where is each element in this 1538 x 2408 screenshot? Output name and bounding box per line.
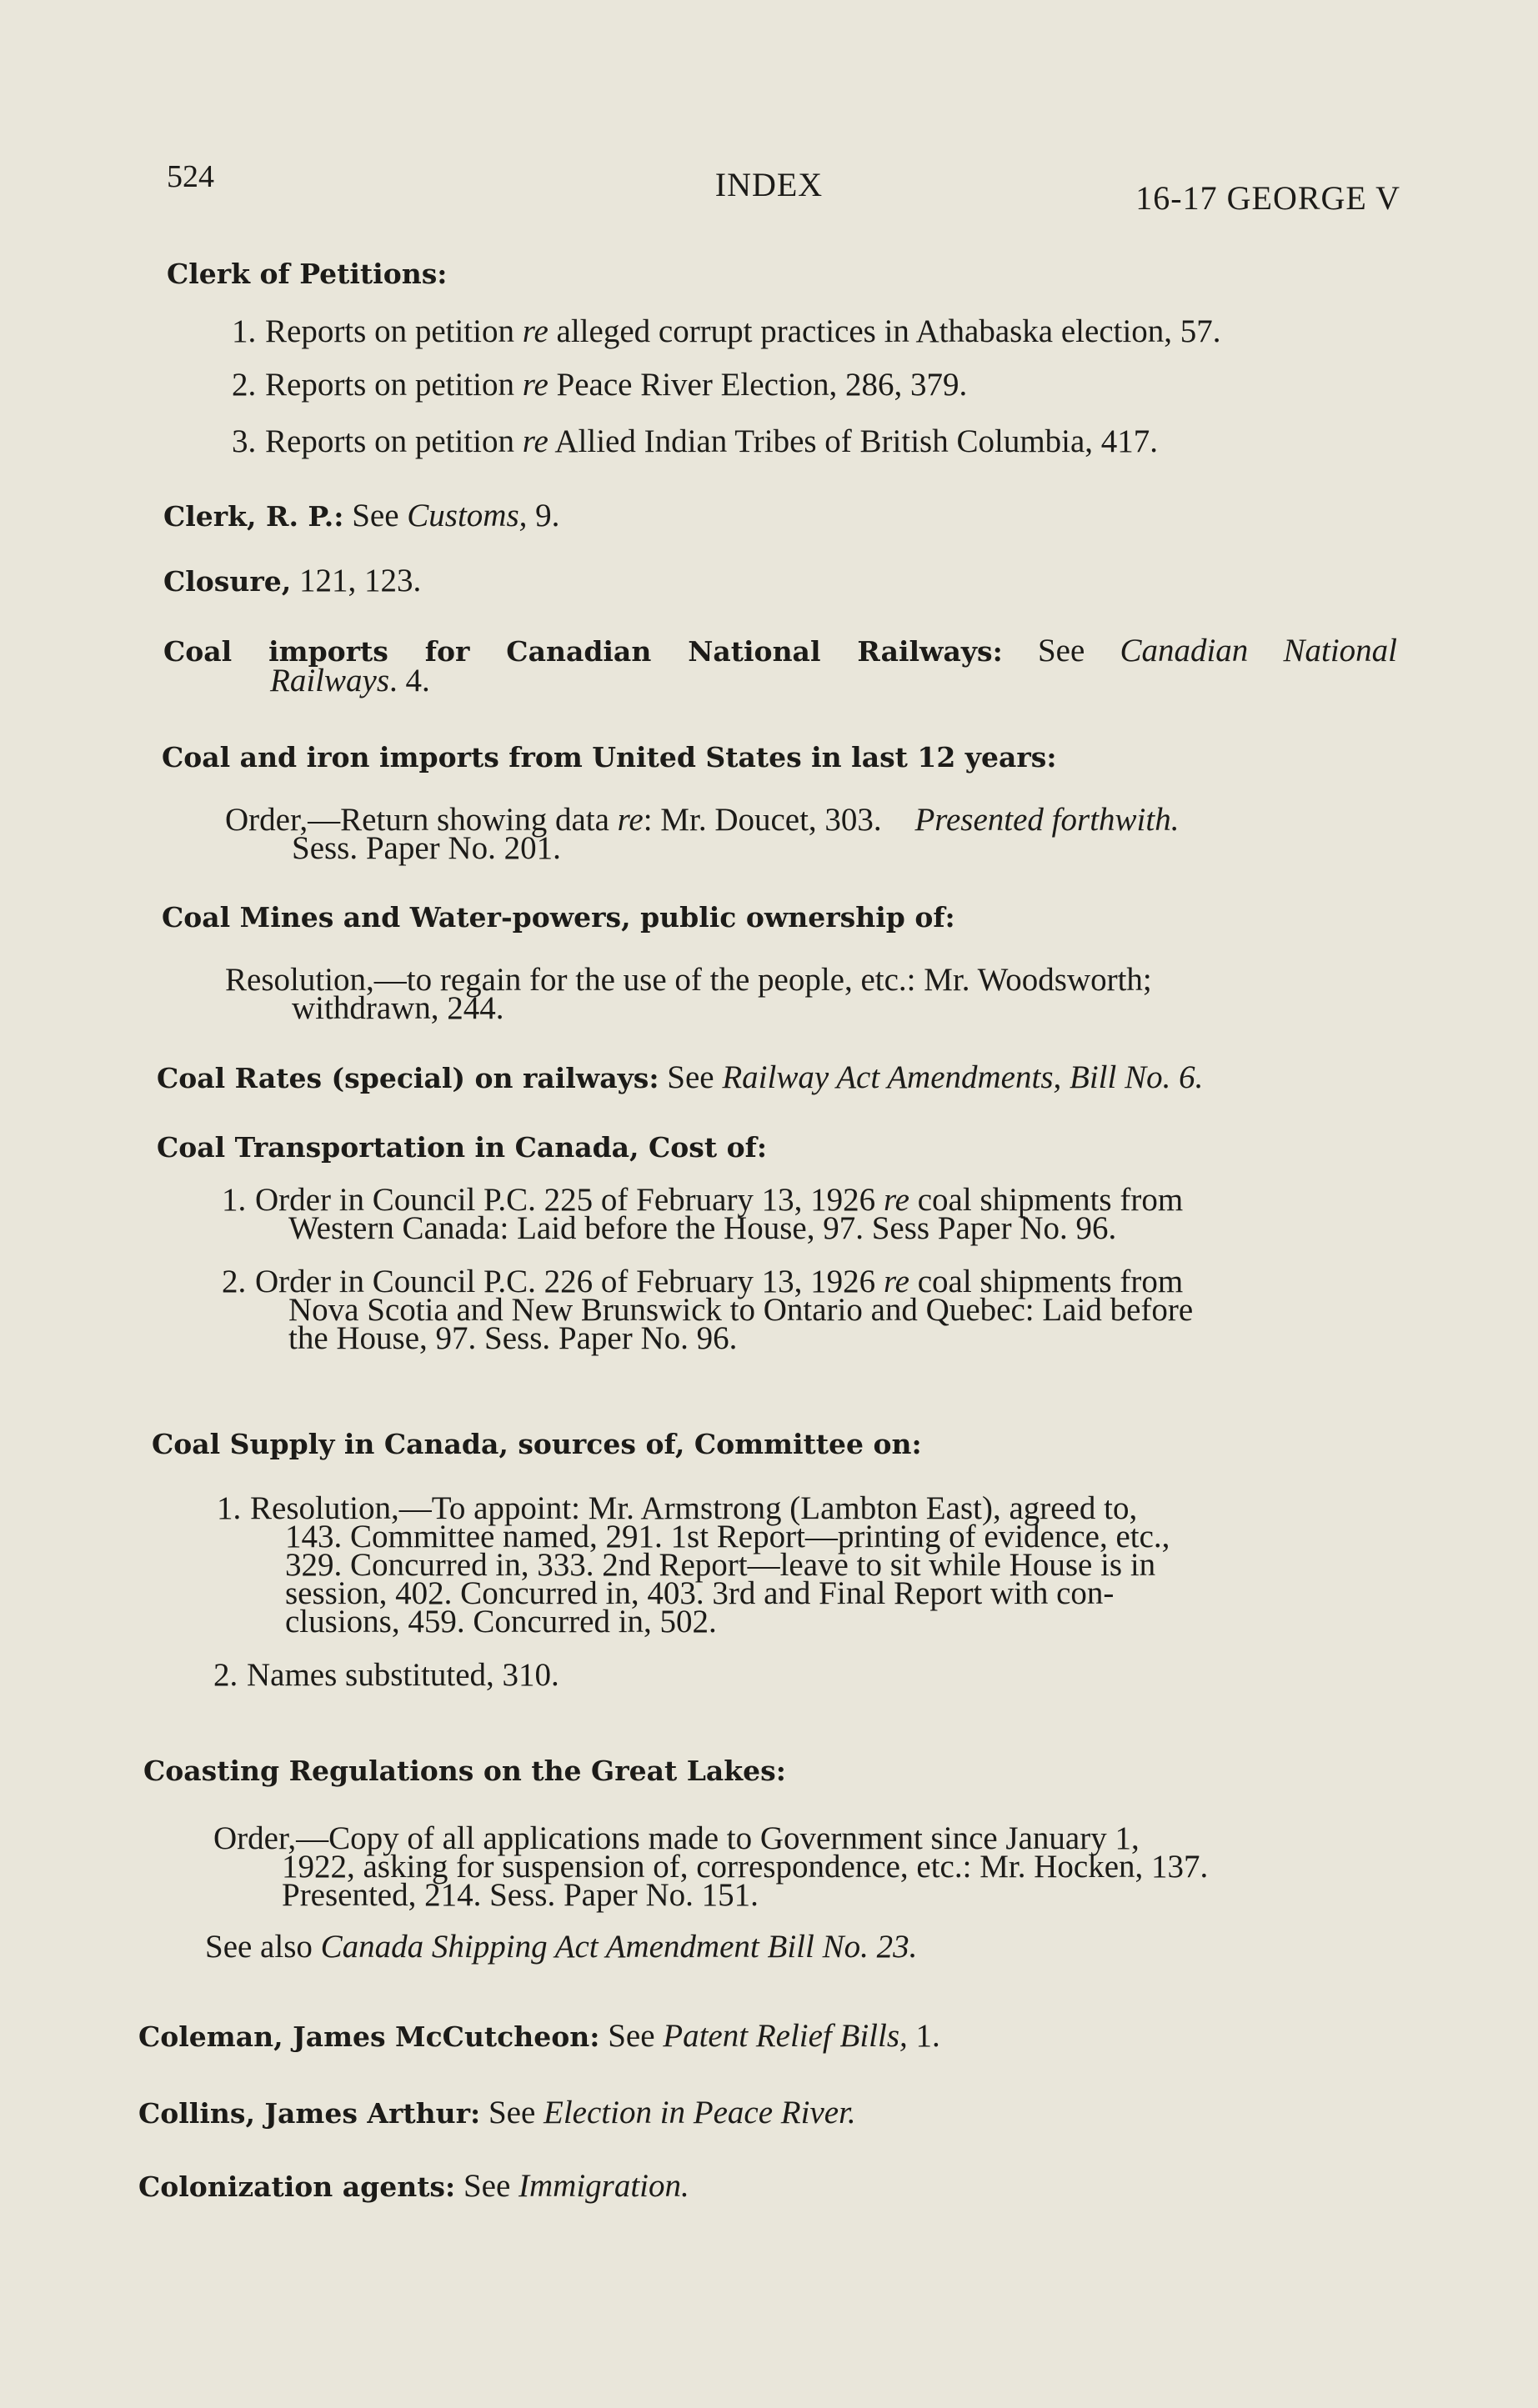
entry-heading: Clerk, R. P.:: [163, 500, 344, 533]
order-line: Presented, 214. Sess. Paper No. 151.: [282, 1877, 759, 1913]
entry-clerk-rp: [163, 498, 1538, 534]
order-line: 1922, asking for suspension of, correspondence, etc.: Mr. Hocken, 137.: [282, 1849, 1209, 1885]
cross-reference: Election in Peace River.: [544, 2095, 856, 2130]
item-line: 329. Concurred in, 333. 2nd Report—leave to sit while House is in: [285, 1547, 1156, 1583]
item-text-rest: coal shipments from: [909, 1182, 1184, 1218]
page-title: INDEX: [714, 166, 824, 203]
item-text-rest: Peace River Election, 286, 379.: [548, 367, 968, 403]
order-text: Order,—Return showing data: [225, 802, 618, 838]
cross-reference: Canadian National: [1120, 633, 1398, 668]
cross-reference: Immigration.: [519, 2168, 689, 2204]
cross-reference: Customs,: [407, 498, 528, 533]
list-item-line-2: Western Canada: Laid before the House, 97. Sess Paper No. 96.: [288, 1210, 1117, 1246]
order-text-rest: : Mr. Doucet, 303.: [643, 802, 890, 838]
entry-heading: Coal and iron imports from United States in last 12 years:: [162, 741, 1057, 773]
item-re: re: [522, 367, 549, 403]
cross-reference-cont: Railways: [270, 663, 389, 698]
entry-clerk-of-petitions: [0, 257, 1538, 458]
page-header: [0, 158, 1538, 217]
entry-coal-transportation: [157, 1130, 1538, 1355]
list-item: [232, 315, 1538, 348]
cross-reference: Patent Relief Bills,: [663, 2018, 908, 2054]
item-text: Order in Council P.C. 226 of February 13, 1926: [255, 1264, 884, 1299]
entry-coasting-regulations: [143, 1754, 1538, 1964]
see-text: See: [1002, 633, 1120, 668]
item-number: 3.: [232, 423, 257, 459]
entry-heading: Coal Rates (special) on railways:: [157, 1062, 659, 1094]
entry-heading: Coleman, James McCutcheon:: [138, 2020, 600, 2053]
entry-heading: Coal Transportation in Canada, Cost of:: [157, 1131, 767, 1164]
item-line: session, 402. Concurred in, 403. 3rd and Final Report with con-: [285, 1575, 1115, 1611]
item-re: re: [522, 313, 549, 349]
list-item-line-2: Nova Scotia and New Brunswick to Ontario and Quebec: Laid before: [288, 1292, 1194, 1328]
entry-heading: Coal Supply in Canada, sources of, Committee on:: [152, 1428, 922, 1460]
entry-heading: Collins, James Arthur:: [138, 2097, 481, 2130]
entry-coal-imports: [163, 633, 1397, 698]
see-also-line: [205, 1930, 1538, 1964]
page-refs: 121, 123.: [291, 563, 422, 598]
reference-number: . 4.: [389, 663, 430, 698]
entry-coleman: [138, 2019, 1538, 2055]
item-re: re: [522, 423, 549, 459]
item-text: Reports on petition: [265, 367, 523, 403]
entry-heading: Coal Mines and Water-powers, public ownership of:: [162, 901, 955, 934]
reference-number: 9.: [527, 498, 560, 533]
cross-reference: Canada Shipping Act Amendment Bill No. 23.: [320, 1929, 918, 1965]
entry-heading: Clerk of Petitions:: [167, 258, 448, 290]
entry-heading: Colonization agents:: [138, 2170, 456, 2203]
presented-note: Presented forthwith.: [914, 802, 1180, 838]
item-text-rest: Allied Indian Tribes of British Columbia, 417.: [548, 423, 1159, 459]
item-text-rest: coal shipments from: [909, 1264, 1184, 1299]
entry-coal-rates: [157, 1060, 1538, 1096]
item-text: Reports on petition: [265, 423, 523, 459]
item-number: 1.: [232, 313, 257, 349]
resolution-line-2: withdrawn, 244.: [292, 990, 504, 1026]
item-line: clusions, 459. Concurred in, 502.: [285, 1604, 717, 1640]
item-text-rest: alleged corrupt practices in Athabaska election, 57.: [548, 313, 1221, 349]
item-line: 143. Committee named, 291. 1st Report—printing of evidence, etc.,: [285, 1519, 1170, 1554]
see-text: See: [343, 498, 408, 533]
list-item-line-3: the House, 97. Sess. Paper No. 96.: [288, 1320, 738, 1356]
item-text: Resolution,—To appoint: Mr. Armstrong (Lambton East), agreed to,: [250, 1490, 1138, 1526]
order-line: Order,—Copy of all applications made to Government since January 1,: [213, 1820, 1140, 1856]
entry-heading: Closure,: [163, 565, 292, 598]
entry-coal-supply: [152, 1427, 1538, 1692]
see-also-text: See also: [205, 1929, 321, 1965]
reference-number: 1.: [907, 2018, 940, 2054]
item-text: Order in Council P.C. 225 of February 13, 1926: [255, 1182, 884, 1218]
entry-coal-mines: [162, 900, 1538, 1025]
list-item: 1. Resolution,—To appoint: Mr. Armstrong (Lambton East), agreed to,: [217, 1490, 1138, 1526]
item-number: 2.: [232, 367, 257, 403]
cross-reference: Railway Act Amendments, Bill No. 6.: [722, 1059, 1204, 1095]
entry-coal-iron-imports: [162, 740, 1538, 865]
item-text: Reports on petition: [265, 313, 523, 349]
entry-line-2: [270, 664, 1397, 698]
entry-heading: Coasting Regulations on the Great Lakes:: [143, 1755, 786, 1787]
see-text: See: [455, 2168, 519, 2204]
item-re: re: [883, 1182, 909, 1218]
resolution-line: Resolution,—to regain for the use of the people, etc.: Mr. Woodsworth;: [225, 962, 1152, 998]
sessional-paper: Sess. Paper No. 201.: [292, 830, 561, 866]
list-item: 1. Order in Council P.C. 225 of February 13, 1926 re coal shipments from: [222, 1182, 1184, 1218]
entry-closure: [163, 563, 1538, 599]
session-label: 16-17 GEORGE V: [1135, 179, 1400, 217]
see-text: See: [480, 2095, 544, 2130]
item-re: re: [883, 1264, 909, 1299]
list-item: 2. Order in Council P.C. 226 of February 13, 1926 re coal shipments from: [222, 1264, 1184, 1299]
see-text: See: [659, 1059, 723, 1095]
entry-heading: Coal imports for Canadian National Railways:: [163, 635, 1003, 668]
entry-colonization: [138, 2169, 1538, 2205]
list-item: 2. Names substituted, 310.: [213, 1657, 559, 1693]
list-item: [232, 368, 1538, 402]
page-number: 524: [167, 159, 214, 194]
see-text: See: [599, 2018, 664, 2054]
list-item: [232, 425, 1538, 458]
entry-collins: [138, 2095, 1538, 2131]
item-text: Names substituted, 310.: [247, 1657, 559, 1693]
item-re: re: [617, 802, 644, 838]
